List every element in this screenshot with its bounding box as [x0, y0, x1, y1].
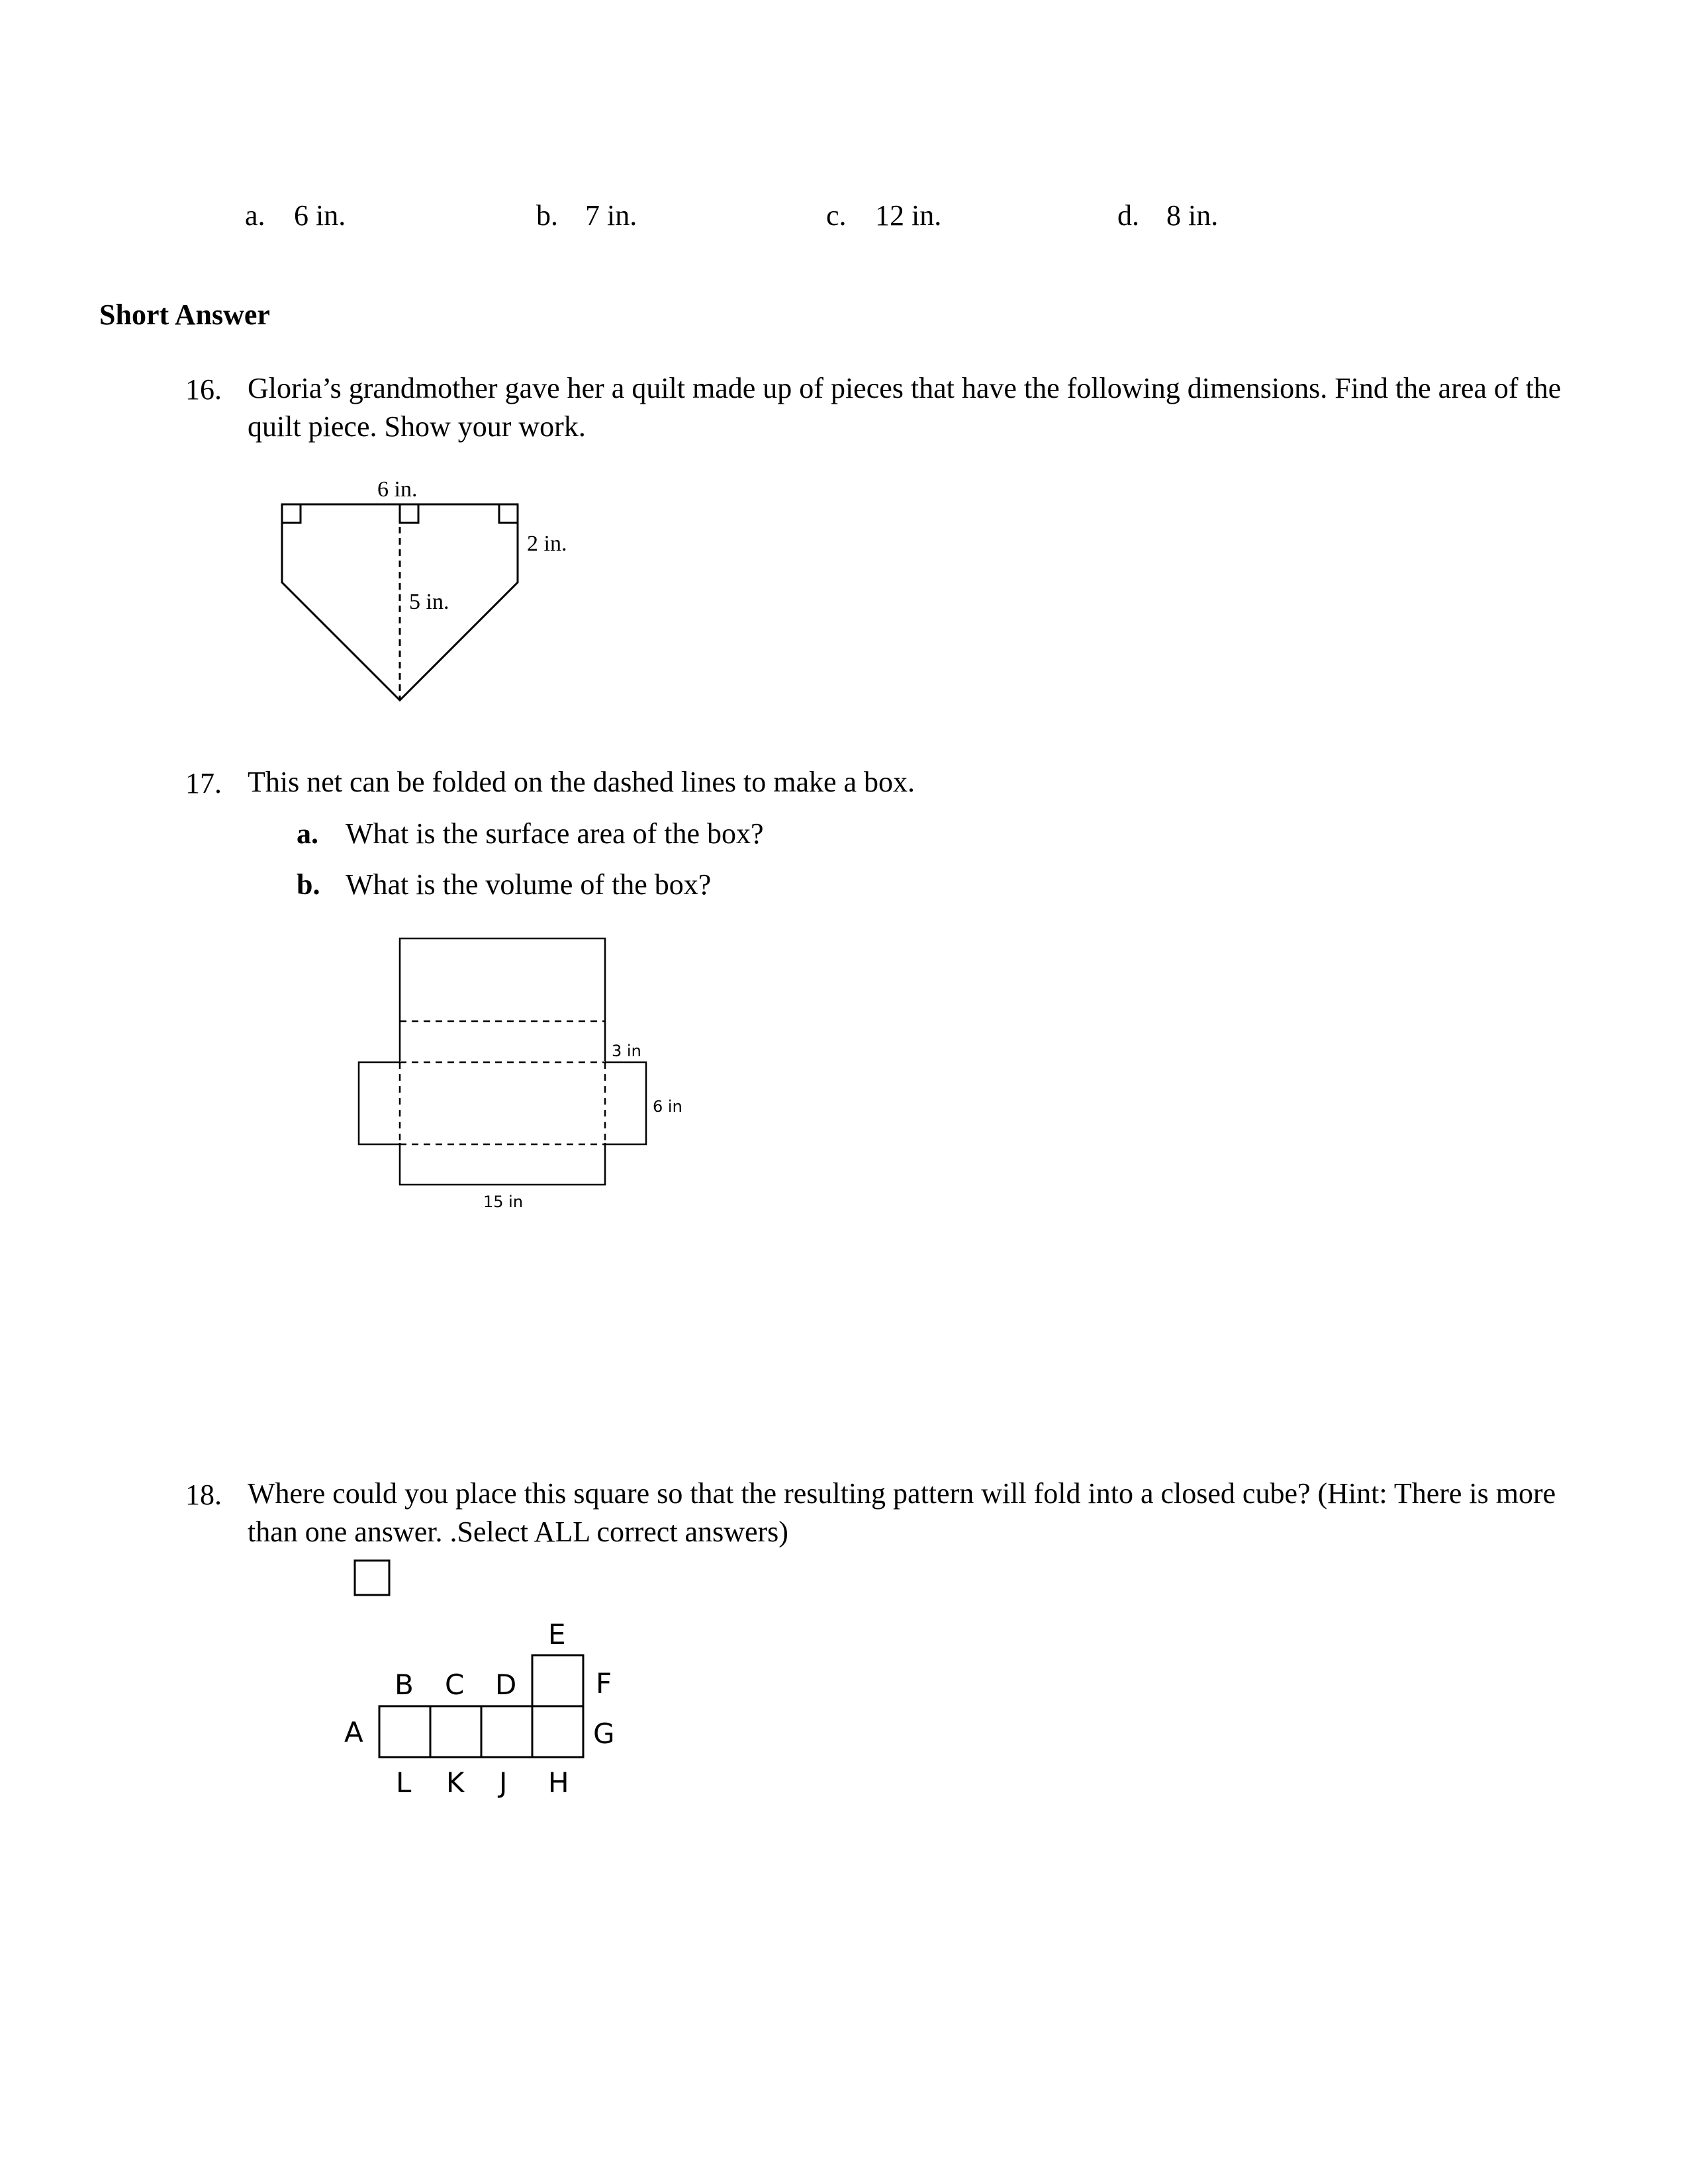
position-label-D: D	[495, 1668, 517, 1701]
q18-text: Where could you place this square so that the resulting pattern will fold into a closed cube? (Hint: There is more than one answer. .Select ALL correct answers)	[248, 1477, 1556, 1548]
choice-b	[536, 201, 637, 230]
right-angle-marker-left	[282, 504, 301, 523]
choice-text: 12 in.	[875, 199, 942, 232]
right-angle-marker-center	[400, 504, 418, 523]
position-label-K: K	[446, 1766, 465, 1799]
loose-square	[355, 1561, 389, 1595]
quilt-top-label: 6 in.	[377, 477, 418, 502]
net-square-2	[430, 1706, 481, 1757]
quilt-outline	[282, 504, 518, 700]
quilt-side-label: 2 in.	[527, 531, 567, 556]
net-square-1	[379, 1706, 430, 1757]
part-letter: b.	[297, 868, 320, 901]
q16-number: 16.	[185, 373, 222, 406]
choice-letter: a.	[245, 199, 265, 232]
choice-letter: d.	[1117, 199, 1139, 232]
section-heading: Short Answer	[99, 298, 270, 331]
net-left-flap	[359, 1062, 400, 1144]
part-text: What is the surface area of the box?	[346, 817, 764, 850]
choice-letter: c.	[826, 199, 847, 232]
net-square-top	[532, 1655, 583, 1706]
choice-a	[245, 201, 346, 230]
part-text: What is the volume of the box?	[346, 868, 712, 901]
net-length-label: 15 in	[483, 1193, 524, 1211]
quilt-height-label: 5 in.	[409, 590, 449, 614]
position-label-B: B	[395, 1668, 414, 1701]
q17-part-a	[297, 817, 764, 850]
q18-number: 18.	[185, 1479, 222, 1511]
choice-text: 6 in.	[294, 199, 346, 232]
choice-d	[1117, 201, 1218, 230]
net-right-flap	[605, 1062, 646, 1144]
choice-c	[826, 201, 941, 230]
position-label-F: F	[596, 1667, 612, 1700]
choice-text: 7 in.	[585, 199, 637, 232]
q17-number: 17.	[185, 767, 222, 799]
q17-text: This net can be folded on the dashed lines to make a box.	[248, 766, 915, 798]
position-label-L: L	[396, 1766, 412, 1799]
position-label-E: E	[548, 1618, 566, 1651]
q17-part-b	[297, 868, 711, 901]
right-angle-marker-right	[499, 504, 518, 523]
q16-text: Gloria’s grandmother gave her a quilt made up of pieces that have the following dimensions. Find the area of the quilt piece. Show your work.	[248, 372, 1562, 443]
net-height-label: 6 in	[653, 1097, 682, 1116]
net-depth-label: 3 in	[612, 1042, 641, 1060]
choice-text: 8 in.	[1166, 199, 1219, 232]
position-label-J: J	[499, 1766, 508, 1799]
choice-letter: b.	[536, 199, 558, 232]
position-label-G: G	[593, 1717, 615, 1750]
net-square-3	[481, 1706, 532, 1757]
position-label-H: H	[548, 1766, 569, 1799]
part-letter: a.	[297, 817, 318, 850]
net-main-strip	[400, 938, 605, 1185]
net-square-4	[532, 1706, 583, 1757]
position-label-C: C	[445, 1668, 465, 1701]
position-label-A: A	[344, 1716, 363, 1749]
